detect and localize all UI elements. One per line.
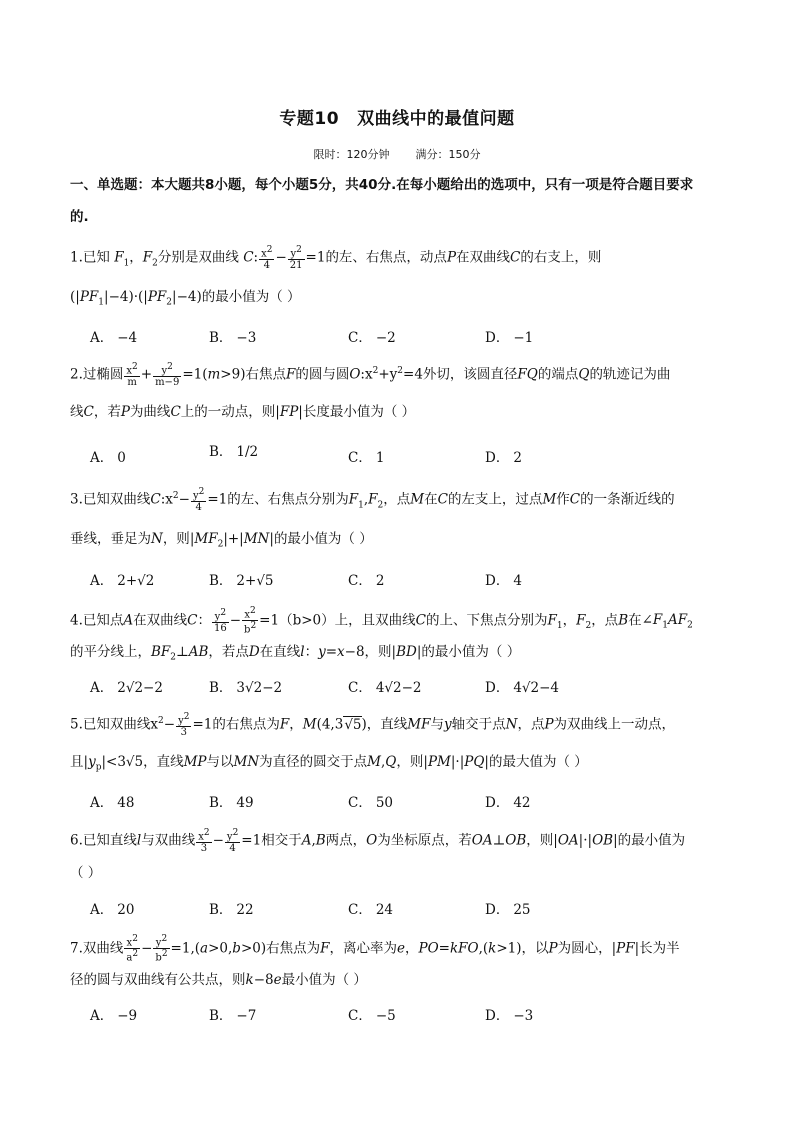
q2-option-d[interactable]: D． 2: [485, 450, 522, 466]
q1-option-b[interactable]: B． −3: [209, 330, 257, 346]
exam-meta: [0, 146, 794, 162]
q5-option-d[interactable]: D． 42: [485, 795, 531, 811]
question-3-line-2: 垂线，垂足为N，则$|MF_2|+|MN|$的最小值为（ ）: [70, 531, 373, 550]
title-sub: 双曲线中的最值问题: [357, 109, 515, 129]
q7-option-c[interactable]: C． −5: [348, 1008, 396, 1024]
q7-option-d[interactable]: D． −3: [485, 1008, 534, 1024]
q1-option-a[interactable]: A． −4: [90, 330, 138, 346]
time-limit: 限时：120分钟: [313, 148, 390, 161]
q4-option-d[interactable]: D． 4√2−4: [485, 680, 560, 696]
question-1-line-2: $(|PF_1|-4)\cdot(|PF_2|-4)$的最小值为（ ）: [70, 289, 301, 308]
q7-option-a[interactable]: A． −9: [90, 1008, 138, 1024]
section-heading-cont: 的.: [70, 209, 89, 225]
question-1-line-1: 1.已知 $F_1$，$F_2$分别是双曲线 C: $\frac{x^2}{4}$ − $\frac{y^2}{21}$ =1的左、右焦点，动点P在双曲线C的右支上，则: [70, 245, 602, 272]
full-score: 满分：150分: [415, 148, 481, 161]
q6-option-d[interactable]: D． 25: [485, 902, 531, 918]
title-main: 专题10: [279, 109, 340, 129]
question-4-line-2: 的平分线上，$BF_2\perp AB$，若点D在直线l：y=x−8，则|BD|的最小值为（ ）: [70, 644, 521, 663]
q4-option-c[interactable]: C． 4√2−2: [348, 680, 422, 696]
page-title: [0, 104, 794, 129]
q6-option-a[interactable]: A． 20: [90, 902, 135, 918]
q4-option-a[interactable]: A． 2√2−2: [90, 680, 163, 696]
q3-option-c[interactable]: C． 2: [348, 573, 385, 589]
q2-option-b[interactable]: B． 1/2: [209, 444, 259, 460]
q5-option-b[interactable]: B． 49: [209, 795, 254, 811]
q5-option-a[interactable]: A． 48: [90, 795, 135, 811]
q6-option-b[interactable]: B． 22: [209, 902, 254, 918]
q1-option-d[interactable]: D． −1: [485, 330, 534, 346]
q3-option-d[interactable]: D． 4: [485, 573, 522, 589]
question-6-line-2: （ ）: [70, 865, 102, 881]
q2-option-c[interactable]: C． 1: [348, 450, 385, 466]
q5-option-c[interactable]: C． 50: [348, 795, 394, 811]
question-7-line-2: 径的圆与双曲线有公共点，则k−8e最小值为（ ）: [70, 972, 367, 988]
question-2-line-1: 2.过椭圆 $\frac{x^2}{m}$ + $\frac{y^2}{m-9}$ =1(m>9)右焦点F的圆与圆$O:x^2+y^2=4$外切，该圆直径FQ的端点Q的轨迹记为曲: [70, 362, 671, 389]
question-5-line-1: 5.已知双曲线$x^2-$ $\frac{y^2}{3}$ =1的右焦点为F，M(4,3√5)，直线MF与y轴交于点N，点P为双曲线上一动点，: [70, 712, 676, 739]
section-heading: 一、单选题：本大题共8小题，每个小题5分，共40分.在每小题给出的选项中，只有一项是符合题目要求: [70, 177, 694, 193]
question-5-line-2: 且$|y_p|<3√5$，直线MP与以MN为直径的圆交于点M,Q，则|PM|·|PQ|的最大值为（ ）: [70, 754, 588, 773]
q1-option-c[interactable]: C． −2: [348, 330, 396, 346]
question-3-line-1: 3.已知双曲线$C:x^2-$ $\frac{y^2}{4}$ =1的左、右焦点分别为$F_1,F_2$，点M在C的左支上，过点M作C的一条渐近线的: [70, 487, 675, 514]
question-4-line-1: 4.已知点A在双曲线C： $\frac{y^2}{16}$ − $\frac{x^2}{b^2}$ =1（b>0）上，且双曲线C的上、下焦点分别为$F_1$，$F_2$，点B在$\angle F_1AF_2$: [70, 606, 693, 636]
q4-option-b[interactable]: B． 3√2−2: [209, 680, 283, 696]
q6-option-c[interactable]: C． 24: [348, 902, 394, 918]
question-7-line-1: 7.双曲线 $\frac{x^2}{a^2}$ − $\frac{y^2}{b^2}$ =1,(a>0,b>0)右焦点为F，离心率为e，PO=kFO,(k>1)，以P为圆心，|PF|长为半: [70, 934, 680, 964]
q3-option-a[interactable]: A． 2+√2: [90, 573, 155, 589]
q3-option-b[interactable]: B． 2+√5: [209, 573, 274, 589]
q7-option-b[interactable]: B． −7: [209, 1008, 257, 1024]
question-2-line-2: 线C，若P为曲线C上的一动点，则|FP|长度最小值为（ ）: [70, 404, 416, 420]
question-6-line-1: 6.已知直线l与双曲线 $\frac{x^2}{3}$ − $\frac{y^2}{4}$ =1相交于A,B两点，O为坐标原点，若OA⊥OB，则|OA|·|OB|的最小值为: [70, 828, 686, 855]
q2-option-a[interactable]: A． 0: [90, 450, 126, 466]
